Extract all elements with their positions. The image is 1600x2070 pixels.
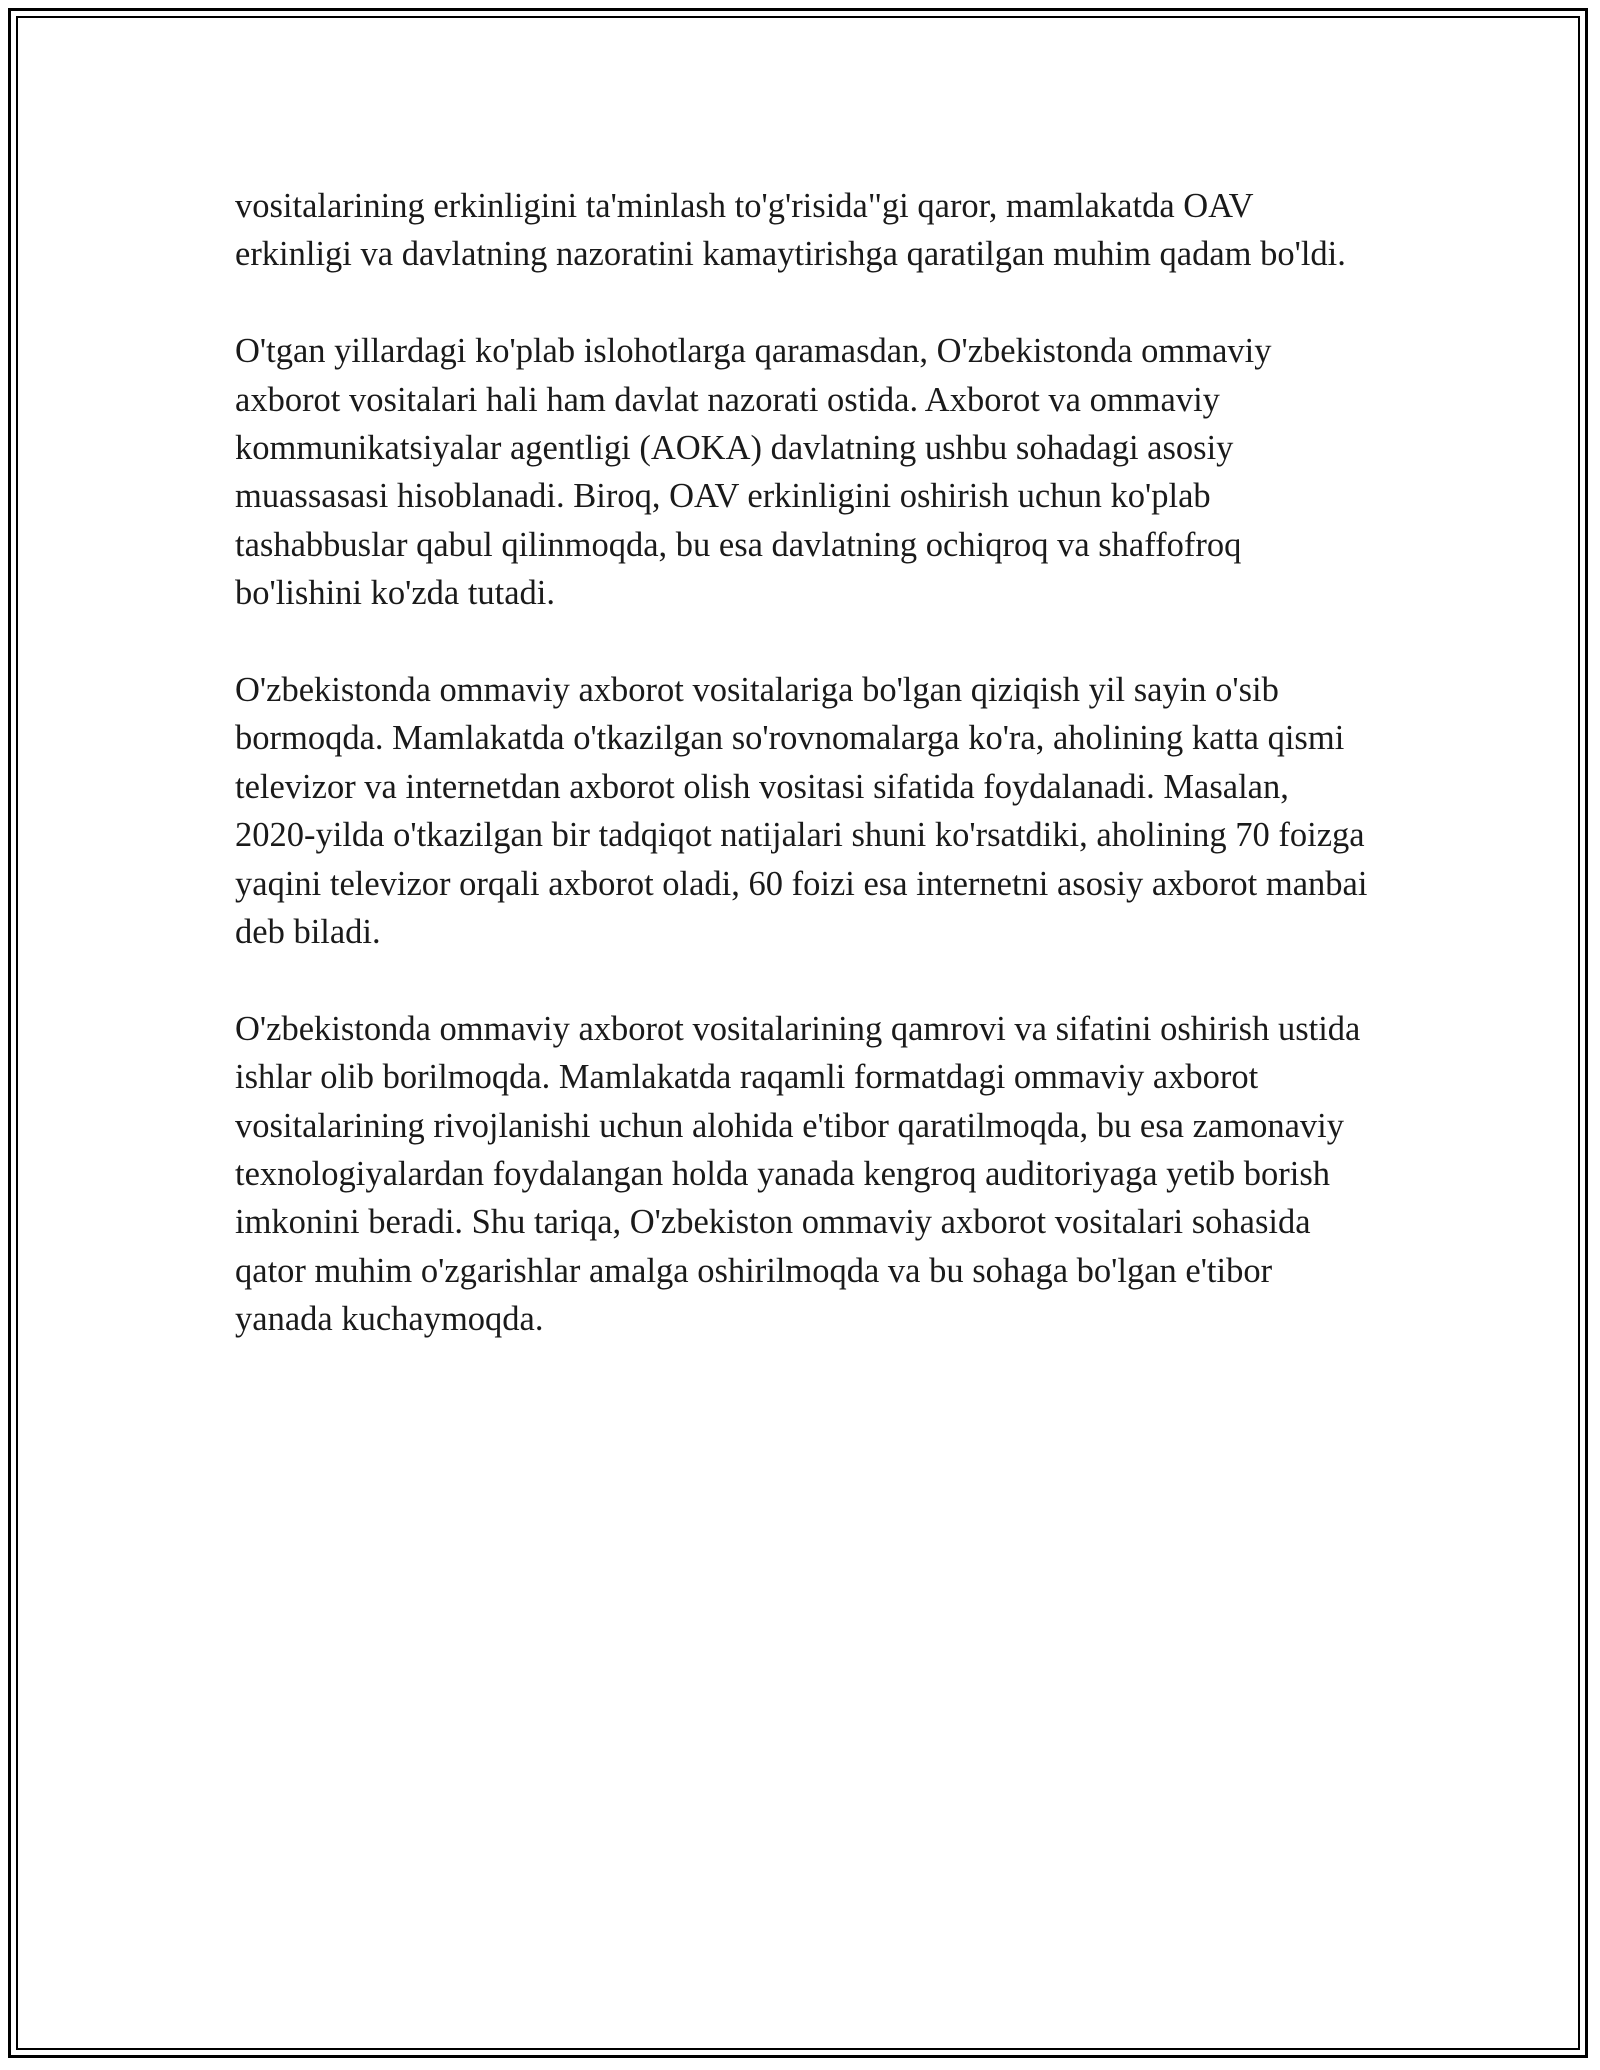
paragraph-2: O'tgan yillardagi ko'plab islohotlarga qaramasdan, O'zbekistonda ommaviy axborot vositalari hali ham davlat nazorati ostida. Axborot va ommaviy kommunikatsiyalar agentligi (AOKA) davlatning ushbu sohadagi asosiy muassasasi hisoblanadi. Biroq, OAV erkinligini oshirish uchun ko'plab tashabbuslar qabul qilinmoqda, bu esa davlatning ochiqroq va shaffofroq bo'lishini ko'zda tutadi. <box>235 332 1272 613</box>
paragraph-1: vositalarining erkinligini ta'minlash to'g'risida"gi qaror, mamlakatda OAV erkinligi va davlatning nazoratini kamaytirishga qaratilgan muhim qadam bo'ldi. <box>235 187 1346 274</box>
paragraph-4: O'zbekistonda ommaviy axborot vositalarining qamrovi va sifatini oshirish ustida ishlar olib borilmoqda. Mamlakatda raqamli formatdagi ommaviy axborot vositalarining rivojlanishi uchun alohida e'tibor qaratilmoqda, bu esa zamonaviy texnologiyalardan foydalangan holda yanada kengroq auditoriyaga yetib borish imkonini beradi. Shu tariqa, O'zbekiston ommaviy axborot vositalari sohasida qator muhim o'zgarishlar amalga oshirilmoqda va bu sohaga bo'lgan e'tibor yanada kuchaymoqda. <box>235 1009 1361 1339</box>
document-body <box>235 182 1375 1392</box>
paragraph-3: O'zbekistonda ommaviy axborot vositalariga bo'lgan qiziqish yil sayin o'sib bormoqda. Mamlakatda o'tkazilgan so'rovnomalarga ko'ra, aholining katta qismi televizor va internetdan axborot olish vositasi sifatida foydalanadi. Masalan, 2020-yilda o'tkazilgan bir tadqiqot natijalari shuni ko'rsatdiki, aholining 70 foizga yaqini televizor orqali axborot oladi, 60 foizi esa internetni asosiy axborot manbai deb biladi. <box>235 671 1368 952</box>
